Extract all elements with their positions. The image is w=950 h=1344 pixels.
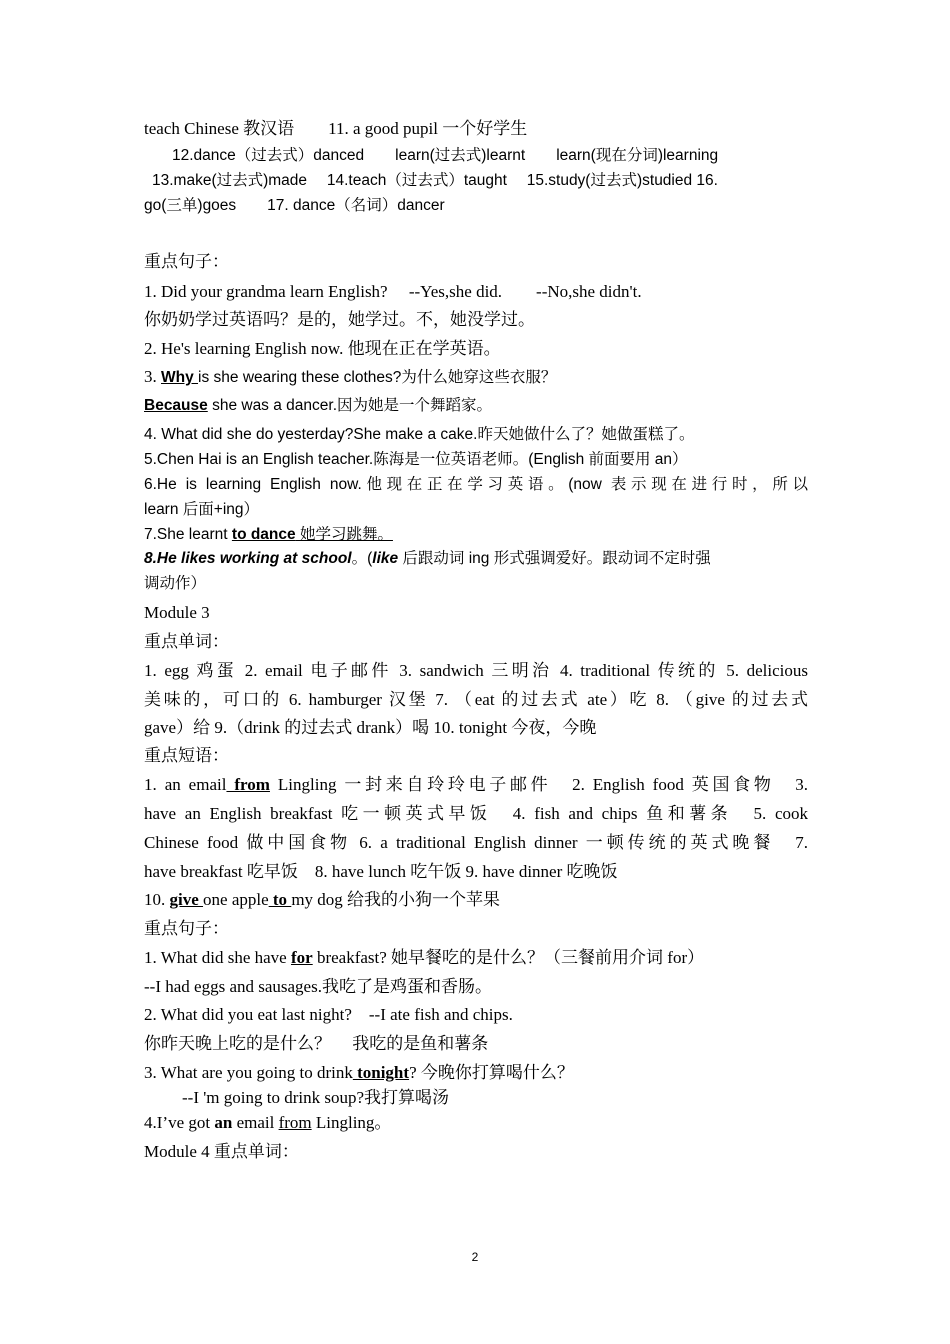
keyword-because: Because xyxy=(144,397,208,414)
sentence-6-continued: learn 后面+ing） xyxy=(144,501,260,518)
module3-sentence-3 xyxy=(144,1062,808,1084)
module3-sentence-2: 2. What did you eat last night? --I ate fish and chips. xyxy=(144,1005,513,1024)
section-heading-key-sentences-2: 重点句子： xyxy=(144,919,229,938)
module3-sentence-3-text: 3. What are you going to drink xyxy=(144,1063,353,1082)
sentence-3-text: is she wearing these clothes?为什么她穿这些衣服？ xyxy=(198,369,557,386)
phrases-line-4: have breakfast 吃早饭 8. have lunch 吃午饭 9. have dinner 吃晚饭 xyxy=(144,862,618,881)
keyword-for: for xyxy=(290,948,313,967)
phrase-10-object: one apple xyxy=(203,890,269,909)
module3-sentence-4-rest: Lingling。 xyxy=(311,1113,392,1132)
module3-sentence-1-answer: --I had eggs and sausages.我吃了是鸡蛋和香肠。 xyxy=(144,977,492,996)
vocab-line-2: 12.dance（过去式）danced learn(过去式)learnt learn(现在分词)learning xyxy=(172,147,719,164)
keyword-tonight: tonight xyxy=(352,1063,410,1082)
keyword-to-dance: to dance xyxy=(231,526,296,543)
module3-sentence-4-email: email xyxy=(232,1113,279,1132)
sentence-6: 6.He is learning English now.他现在正在学习英语。(now 表示现在进行时，所以 xyxy=(144,476,808,493)
module3-sentence-4 xyxy=(144,1112,808,1134)
keyword-from: from xyxy=(226,775,270,794)
sentence-3-answer-text: she was a dancer.因为她是一个舞蹈家。 xyxy=(207,397,493,414)
module3-sentence-4-text: 4.I’ve got xyxy=(144,1113,215,1132)
sentence-3-answer xyxy=(144,395,808,417)
words-line-1: 1. egg 鸡蛋 2. email 电子邮件 3. sandwich 三明治 4. traditional 传统的 5. delicious xyxy=(144,661,808,680)
phrases-line-1 xyxy=(144,774,808,796)
keyword-an: an xyxy=(214,1113,233,1132)
sentence-2: 2. He's learning English now. 他现在正在学英语。 xyxy=(144,339,501,358)
sentence-8-paren: 。( xyxy=(351,550,373,567)
vocab-line-4: go(三单)goes 17. dance（名词）dancer xyxy=(144,197,445,214)
sentence-8-continued: 调动作） xyxy=(144,575,207,592)
section-heading-key-sentences: 重点句子： xyxy=(144,252,229,271)
module3-sentence-1-rest: breakfast? 她早餐吃的是什么？（三餐前用介词 for） xyxy=(312,948,705,967)
section-heading-key-phrases: 重点短语： xyxy=(144,746,229,765)
words-line-2: 美味的，可口的 6. hamburger 汉堡 7. （eat 的过去式 ate）吃 8. （give 的过去式 xyxy=(144,690,808,709)
sentence-8 xyxy=(144,548,808,570)
keyword-like: like xyxy=(372,550,399,567)
phrase-10-rest: my dog 给我的小狗一个苹果 xyxy=(291,890,501,909)
sentence-7 xyxy=(144,524,808,546)
sentence-3 xyxy=(144,366,808,389)
vocab-line-3: 13.make(过去式)made 14.teach（过去式）taught 15.study(过去式)studied 16. xyxy=(152,172,718,189)
keyword-to: to xyxy=(268,890,292,909)
page-number: 2 xyxy=(471,1250,479,1264)
keyword-from-2: from xyxy=(278,1113,312,1132)
section-heading-key-words: 重点单词： xyxy=(144,632,229,651)
sentence-5: 5.Chen Hai is an English teacher.陈海是一位英语老师。(English 前面要用 an） xyxy=(144,451,688,468)
sentence-4: 4. What did she do yesterday?She make a cake.昨天她做什么了？她做蛋糕了。 xyxy=(144,426,695,443)
sentence-8-text: 8.He likes working at school xyxy=(144,550,352,567)
sentence-1: 1. Did your grandma learn English? --Yes,she did. --No,she didn't. xyxy=(144,282,642,301)
phrase-10-number: 10. xyxy=(144,890,170,909)
module-4-heading: Module 4 重点单词： xyxy=(144,1142,299,1161)
keyword-why: Why xyxy=(161,369,199,386)
module3-sentence-1 xyxy=(144,947,808,969)
words-line-3: gave）给 9.（drink 的过去式 drank）喝 10. tonight 今夜，今晚 xyxy=(144,718,597,737)
phrases-line-5 xyxy=(144,889,808,911)
vocab-line-1: teach Chinese 教汉语 11. a good pupil 一个好学生 xyxy=(144,119,528,138)
phrases-line-2: have an English breakfast 吃一顿英式早饭 4. fish and chips 鱼和薯条 5. cook xyxy=(144,804,808,823)
phrases-line-3: Chinese food 做中国食物 6. a traditional English dinner 一顿传统的英式晚餐 7. xyxy=(144,833,808,852)
sentence-8-note: 后跟动词 ing 形式强调爱好。跟动词不定时强 xyxy=(398,550,711,567)
sentence-1-translation: 你奶奶学过英语吗？是的，她学过。不，她没学过。 xyxy=(144,310,535,329)
module3-sentence-2-translation: 你昨天晚上吃的是什么？ 我吃的是鱼和薯条 xyxy=(144,1034,489,1053)
sentence-7-translation: 她学习跳舞。 xyxy=(295,526,393,543)
keyword-give: give xyxy=(169,890,204,909)
phrase-1-rest: Lingling 一封来自玲玲电子邮件 2. English food 英国食物 3. xyxy=(269,775,808,794)
module3-sentence-1-text: 1. What did she have xyxy=(144,948,291,967)
sentence-3-number: 3. xyxy=(144,367,161,386)
phrase-1-text: 1. an email xyxy=(144,775,227,794)
module3-sentence-3-rest: ? 今晚你打算喝什么？ xyxy=(409,1063,574,1082)
module3-sentence-3-answer: --I 'm going to drink soup?我打算喝汤 xyxy=(182,1088,450,1107)
module-3-heading: Module 3 xyxy=(144,603,210,622)
sentence-7-text: 7.She learnt xyxy=(144,526,232,543)
